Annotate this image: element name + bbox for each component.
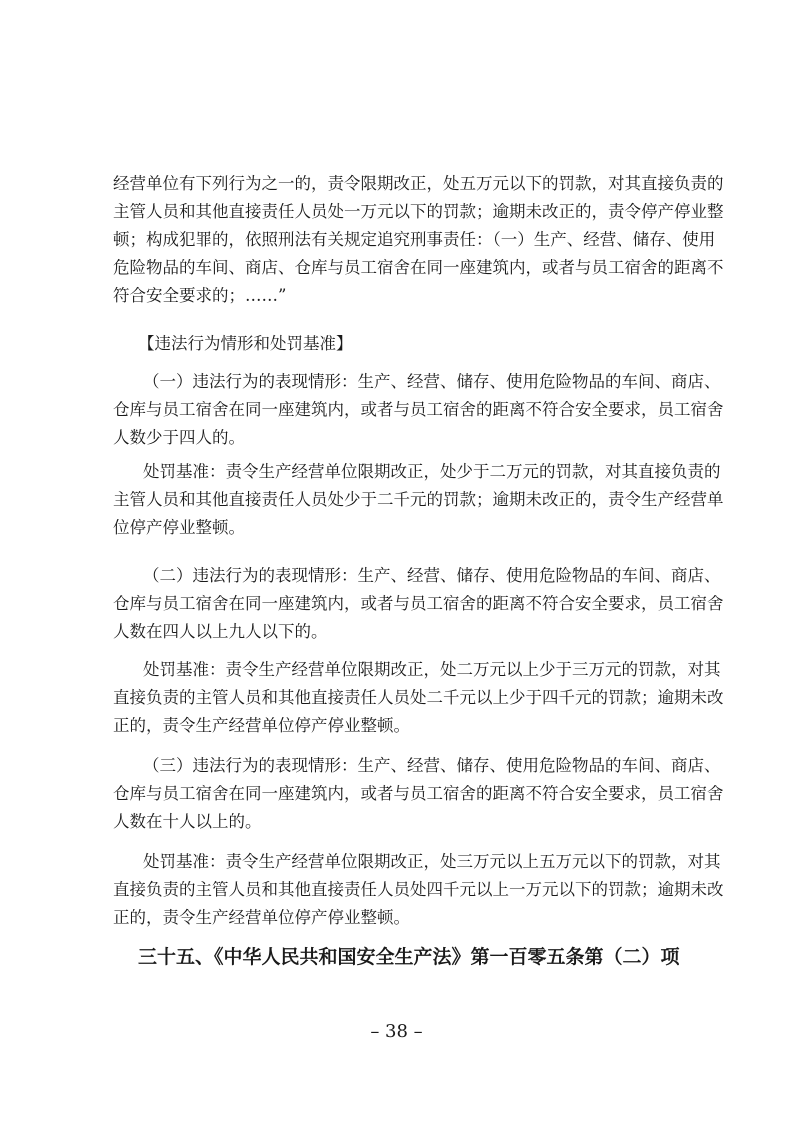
text-line: 仓库与员工宿舍在同一座建筑内，或者与员工宿舍的距离不符合安全要求，员工宿舍: [113, 400, 724, 419]
penalty-standard-3: [113, 848, 724, 932]
violation-case-2: [113, 562, 724, 646]
text-line: 直接负责的主管人员和其他直接责任人员处二千元以上少于四千元的罚款；逾期未改: [113, 688, 724, 707]
section-heading: 三十五、《中华人民共和国安全生产法》第一百零五条第（二）项: [138, 946, 680, 968]
text-line: 人数在四人以上九人以下的。: [113, 622, 328, 641]
text-line: 顿；构成犯罪的，依照刑法有关规定追究刑事责任：（一）生产、经营、储存、使用: [113, 230, 716, 249]
subheading-paragraph: [138, 330, 708, 358]
text-line: （三）违法行为的表现情形：生产、经营、储存、使用危险物品的车间、商店、: [143, 756, 721, 775]
text-line: 仓库与员工宿舍在同一座建筑内，或者与员工宿舍的距离不符合安全要求，员工宿舍: [113, 594, 724, 613]
text-line: 危险物品的车间、商店、仓库与员工宿舍在同一座建筑内，或者与员工宿舍的距离不: [113, 258, 724, 277]
text-line: 人数少于四人的。: [113, 428, 245, 447]
text-line: 主管人员和其他直接责任人员处少于二千元的罚款；逾期未改正的，责令生产经营单: [113, 490, 724, 509]
violation-case-1: [113, 368, 724, 452]
penalty-standard-2: [113, 656, 724, 740]
text-line: 处罚基准：责令生产经营单位限期改正，处二万元以上少于三万元的罚款，对其: [143, 660, 721, 679]
law-quote-paragraph: [113, 170, 724, 310]
text-line: 处罚基准：责令生产经营单位限期改正，处三万元以上五万元以下的罚款，对其: [143, 852, 721, 871]
text-line: 直接负责的主管人员和其他直接责任人员处四千元以上一万元以下的罚款；逾期未改: [113, 880, 724, 899]
text-line: 位停产停业整顿。: [113, 518, 245, 537]
text-line: 【违法行为情形和处罚基准】: [138, 334, 353, 353]
penalty-standard-1: [113, 458, 724, 542]
text-line: 处罚基准：责令生产经营单位限期改正，处少于二万元的罚款，对其直接负责的: [143, 462, 721, 481]
text-line: （二）违法行为的表现情形：生产、经营、储存、使用危险物品的车间、商店、: [143, 566, 721, 585]
page-number: – 38 –: [370, 1021, 423, 1042]
text-line: 符合安全要求的；……”: [113, 286, 287, 305]
text-line: 经营单位有下列行为之一的，责令限期改正，处五万元以下的罚款，对其直接负责的: [113, 174, 724, 193]
text-line: 主管人员和其他直接责任人员处一万元以下的罚款；逾期未改正的，责令停产停业整: [113, 202, 724, 221]
text-line: 仓库与员工宿舍在同一座建筑内，或者与员工宿舍的距离不符合安全要求，员工宿舍: [113, 784, 724, 803]
text-line: 正的，责令生产经营单位停产停业整顿。: [113, 908, 410, 927]
violation-case-3: [113, 752, 724, 836]
text-line: （一）违法行为的表现情形：生产、经营、储存、使用危险物品的车间、商店、: [143, 372, 721, 391]
text-line: 人数在十人以上的。: [113, 812, 262, 831]
text-line: 正的，责令生产经营单位停产停业整顿。: [113, 716, 410, 735]
